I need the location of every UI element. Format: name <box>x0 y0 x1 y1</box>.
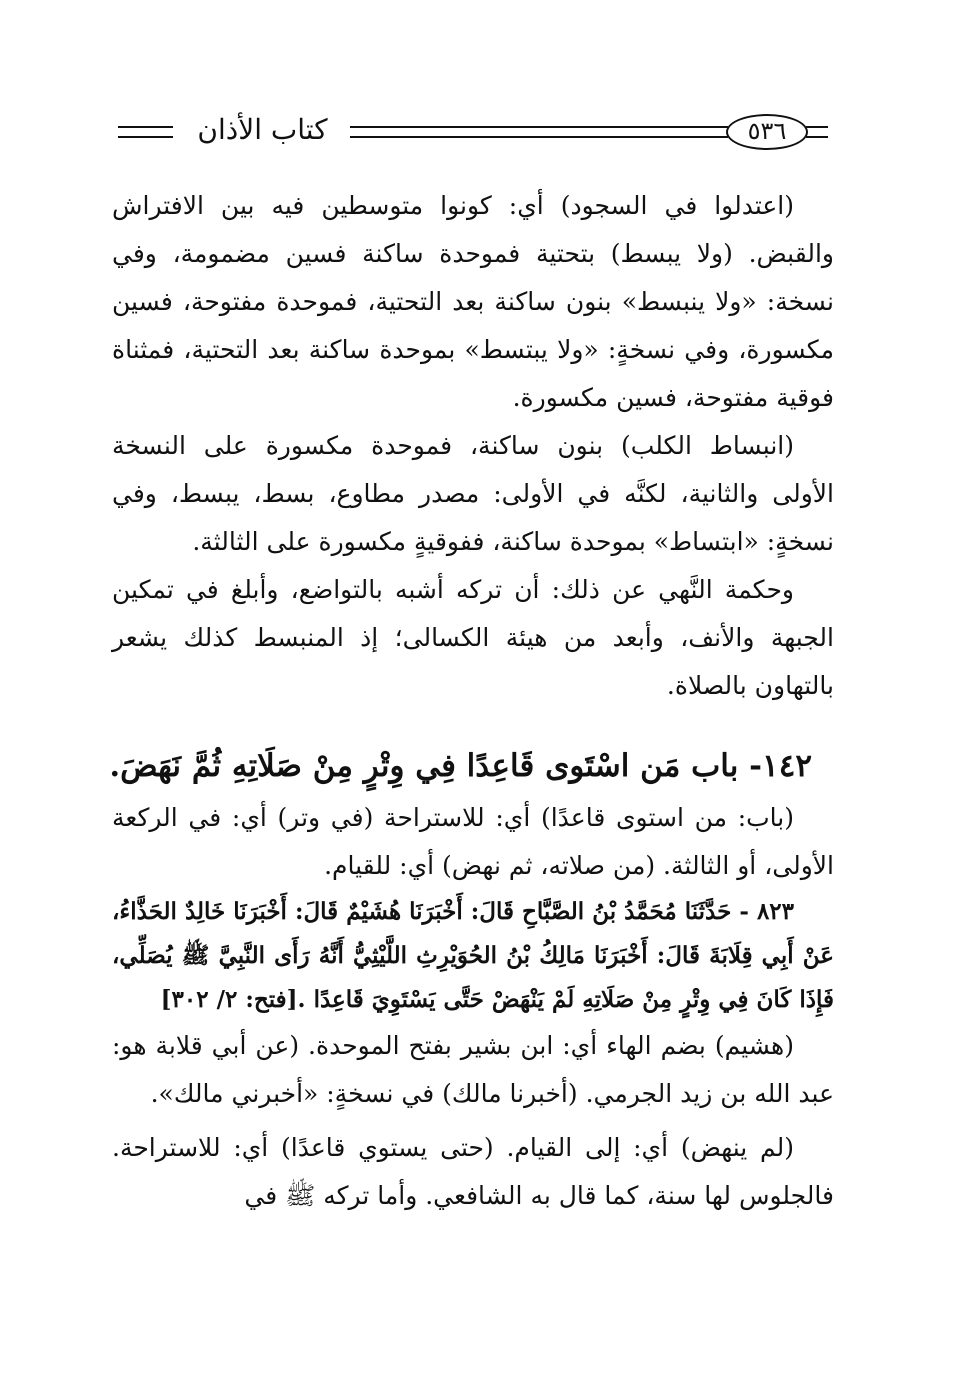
paragraph-sharh-2: (انبساط الكلب) بنون ساكنة، فموحدة مكسورة على النسخة الأولى والثانية، لكنَّه في الأولى: مصدر مطاوع، بسط، يبسط، وفي نسخةٍ: «ابتساط» بموحدة ساكنة، ففوقيةٍ مكسورة على الثالثة. <box>112 431 834 556</box>
paragraph-sharh-3: وحكمة النَّهي عن ذلك: أن تركه أشبه بالتواضع، وأبلغ في تمكين الجبهة والأنف، وأبعد من هيئة الكسالى؛ إذ المنبسط كذلك يشعر بالتهاون بالصلاة. <box>112 575 834 700</box>
chapter-heading: ١٤٢- باب مَن اسْتَوى قَاعِدًا فِي وِتْرٍ مِنْ صَلَاتِهِ ثُمَّ نَهَضَ. <box>109 748 812 784</box>
book-title: كتاب الأذان <box>197 113 328 146</box>
paragraph-sharh-5: (لم ينهض) أي: إلى القيام. (حتى يستوي قاعدًا) أي: للاستراحة. فالجلوس لها سنة، كما قال به الشافعي. وأما تركه ﷺ في <box>112 1133 834 1210</box>
header-rule-right <box>806 126 828 138</box>
paragraph-sharh-4: (هشيم) بضم الهاء أي: ابن بشير بفتح الموحدة. (عن أبي قلابة هو: عبد الله بن زيد الجرمي. (أخبرنا مالك) في نسخةٍ: «أخبرني مالك». <box>112 1031 834 1108</box>
hadith-text: ٨٢٣ - حَدَّثَنَا مُحَمَّدُ بْنُ الصَّبَّاحِ قَالَ: أَخْبَرَنَا هُشَيْمٌ قَالَ: أَخْبَرَنَا خَالِدٌ الحَذَّاءُ، عَنْ أَبِي قِلَابَةَ قَالَ: أَخْبَرَنَا مَالِكُ بْنُ الحُوَيْرِثِ اللَّيْثِيُّ أَنَّهُ رَأَى النَّبِيَّ ﷺ يُصَلِّي، فَإِذَا كَانَ فِي وِتْرٍ مِنْ صَلَاتِهِ لَمْ يَنْهَضْ حَتَّى يَسْتَوِيَ قَاعِدًا .[فتح: ٢/ ٣٠٢] <box>112 898 834 1013</box>
page-number: ٥٣٦ <box>726 114 808 150</box>
header-rule-left <box>118 126 173 138</box>
paragraph-chapter-explanation: (باب: من استوى قاعدًا) أي: للاستراحة (في وتر) أي: في الركعة الأولى، أو الثالثة. (من صلاته، ثم نهض) أي: للقيام. <box>112 803 834 880</box>
paragraph-sharh-1: (اعتدلوا في السجود) أي: كونوا متوسطين فيه بين الافتراش والقبض. (ولا يبسط) بتحتية فموحدة ساكنة فسين مضمومة، وفي نسخة: «ولا ينبسط» بنون ساكنة بعد التحتية، فموحدة مفتوحة، فسين مكسورة، وفي نسخةٍ: «ولا يبتسط» بموحدة ساكنة بعد التحتية، فمثناة فوقية مفتوحة، فسين مكسورة. <box>112 191 835 412</box>
header-rule-middle <box>350 126 728 138</box>
page-header <box>118 108 828 158</box>
page-body <box>109 182 835 1220</box>
